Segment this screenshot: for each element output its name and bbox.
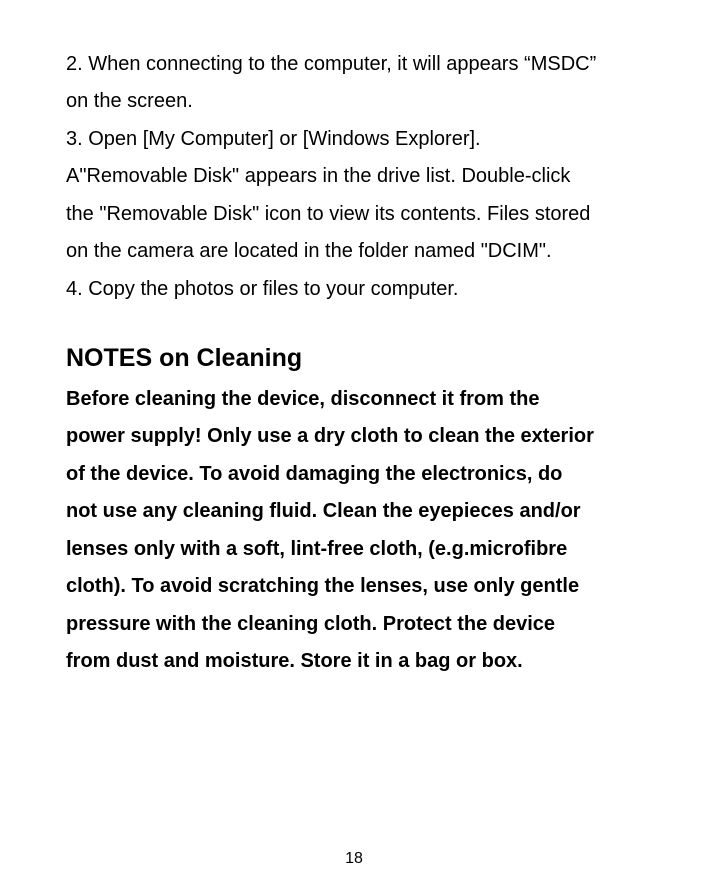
cleaning-line: not use any cleaning fluid. Clean the eyepieces and/or — [66, 500, 581, 522]
cleaning-line: of the device. To avoid damaging the electronics, do — [66, 463, 563, 485]
instruction-line: the "Removable Disk" icon to view its contents. Files stored — [66, 203, 591, 225]
instruction-line: 2. When connecting to the computer, it will appears “MSDC” — [66, 53, 597, 75]
instruction-line: on the screen. — [66, 90, 193, 112]
cleaning-line: power supply! Only use a dry cloth to clean the exterior — [66, 425, 594, 447]
instruction-line: 3. Open [My Computer] or [Windows Explorer]. — [66, 128, 481, 150]
section-heading: NOTES on Cleaning — [66, 344, 303, 372]
instruction-line: A"Removable Disk" appears in the drive list. Double-click — [66, 165, 571, 187]
cleaning-line: pressure with the cleaning cloth. Protect the device — [66, 613, 556, 635]
cleaning-line: from dust and moisture. Store it in a bag or box. — [66, 650, 523, 672]
page-number: 18 — [345, 850, 363, 867]
instruction-line: 4. Copy the photos or files to your computer. — [66, 278, 459, 300]
instruction-line: on the camera are located in the folder named "DCIM". — [66, 240, 552, 262]
cleaning-line: lenses only with a soft, lint-free cloth, (e.g.microfibre — [66, 538, 568, 560]
cleaning-line: Before cleaning the device, disconnect it from the — [66, 388, 540, 410]
cleaning-line: cloth). To avoid scratching the lenses, use only gentle — [66, 575, 580, 597]
